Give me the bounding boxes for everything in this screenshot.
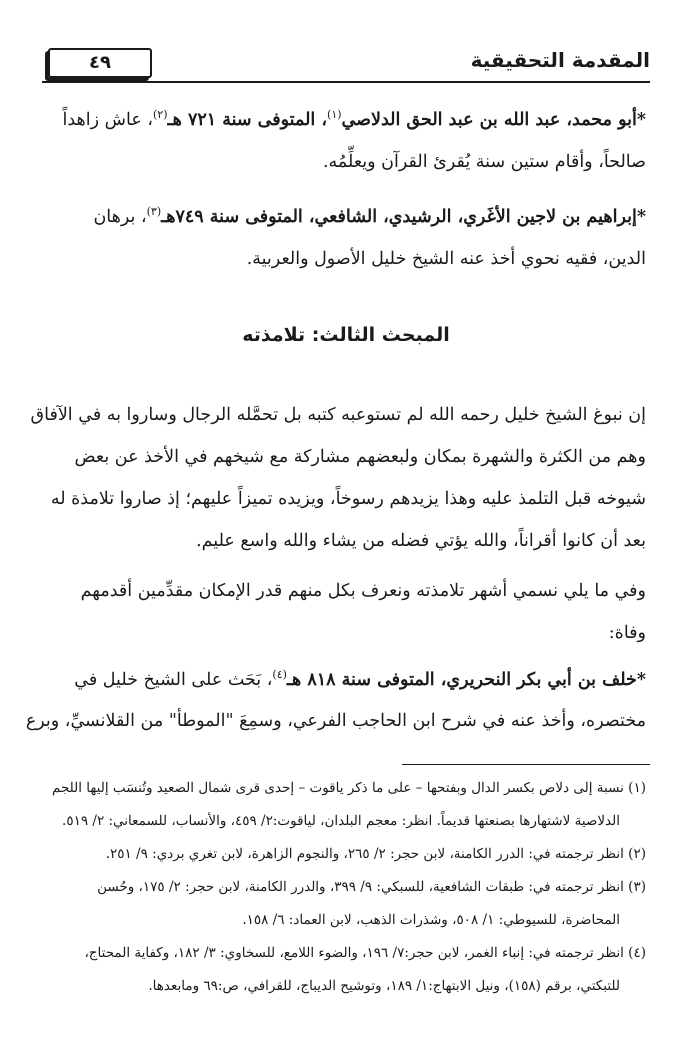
death-date: ، المتوفى سنة ٧٢١ هـ bbox=[167, 109, 328, 130]
paragraph-intro-students bbox=[30, 394, 646, 562]
paragraph-listing-intro bbox=[46, 570, 646, 654]
text-line: إن نبوغ الشيخ خليل رحمه الله لم تستوعبه كتبه بل تحمَّله الرجال وساروا به في الآفاق bbox=[30, 404, 646, 425]
section-heading: المبحث الثالث: تلامذته bbox=[242, 323, 450, 346]
running-title: المقدمة التحقيقية bbox=[470, 48, 650, 72]
spacer bbox=[46, 183, 646, 191]
footnote-divider bbox=[402, 764, 650, 765]
text-line: وفي ما يلي نسمي أشهر تلامذته ونعرف بكل منهم قدر الإمكان مقدِّمين أقدمهم bbox=[80, 580, 646, 601]
footnote-line: للتبكتي، برقم (١٥٨)، ونيل الابتهاج:١/ ١٨٩، وتوشيح الديباج، للقرافي، ص:٦٩ ومابعدها. bbox=[148, 978, 620, 994]
footnote-1 bbox=[46, 772, 646, 838]
page-header bbox=[42, 48, 650, 80]
teacher-name: *أبو محمد، عبد الله بن عبد الحق الدلاصي bbox=[341, 109, 646, 130]
text-line: شيوخه قبل التلمذ عليه وهذا يزيدهم رسوخاً، ويزيده تميزاً عليهم؛ إذ صاروا تلامذة له bbox=[50, 488, 646, 509]
text-line bbox=[46, 654, 646, 701]
header-divider bbox=[42, 81, 650, 83]
text-run: ، بَحَث على الشيخ خليل في bbox=[74, 669, 273, 690]
text-line: مختصره، وأخذ عنه في شرح ابن الحاجب الفرعي، وسمِعَ "الموطأ" من القلانسيِّ، وبرع bbox=[25, 711, 646, 732]
text-run: ، عاش زاهداً bbox=[62, 109, 153, 130]
footnote-ref: (٢) bbox=[153, 108, 168, 121]
teacher-name: *إبراهيم بن لاجين الأغَري، الرشيدي، الشافعي، المتوفى سنة ٧٤٩هـ bbox=[161, 206, 646, 227]
paragraph-student-nahriri bbox=[25, 654, 646, 743]
student-name: *خلف بن أبي بكر النحريري، المتوفى سنة ٨١٨ هـ bbox=[286, 669, 646, 690]
text-line bbox=[46, 94, 646, 141]
main-text bbox=[25, 94, 646, 742]
paragraph-teacher-dalasi bbox=[46, 94, 646, 183]
text-line: صالحاً، وأقام ستين سنة يُقرئ القرآن ويعلِّمُه. bbox=[322, 151, 646, 172]
text-line: وهم من الكثرة والشهرة بمكان ولبعضهم مشاركة مع شيخهم في الأخذ عن بعض bbox=[74, 446, 646, 467]
page-number: ٤٩ bbox=[48, 48, 152, 78]
text-line: الدين، فقيه نحوي أخذ عنه الشيخ خليل الأصول والعربية. bbox=[246, 248, 646, 269]
text-line: بعد أن كانوا أقراناً، والله يؤتي فضله من يشاء والله واسع عليم. bbox=[196, 530, 646, 551]
footnote-ref: (٣) bbox=[146, 204, 162, 218]
text-run: ، برهان bbox=[93, 206, 147, 227]
footnotes bbox=[46, 772, 646, 1003]
footnote-line: المحاضرة، للسيوطي: ١/ ٥٠٨، وشذرات الذهب، لابن العماد: ٦/ ١٥٨. bbox=[242, 912, 620, 928]
footnote-line: (٤) انظر ترجمته في: إنباء الغمر، لابن حجر:٧/ ١٩٦، والضوء اللامع، للسخاوي: ٣/ ١٨٢، وكفاية المحتاج، bbox=[84, 945, 646, 961]
footnote-line: الدلاصية لاشتهارها بصنعتها قديماً. انظر: معجم البلدان، لياقوت:٢/ ٤٥٩، والأنساب، للسمعاني: ٢/ ٥١٩. bbox=[62, 813, 620, 829]
text-line: وفاة: bbox=[608, 622, 646, 643]
footnote-3 bbox=[46, 871, 646, 937]
paragraph-teacher-lajin bbox=[46, 191, 646, 280]
text-line bbox=[46, 191, 646, 238]
footnote-line: (٣) انظر ترجمته في: طبقات الشافعية، للسبكي: ٩/ ٣٩٩، والدرر الكامنة، لابن حجر: ٢/ ١٧٥، وحُسن bbox=[97, 879, 646, 895]
spacer bbox=[46, 562, 646, 570]
footnote-ref: (٤) bbox=[272, 667, 287, 681]
footnote-4 bbox=[46, 937, 646, 1003]
footnote-2 bbox=[46, 838, 646, 871]
footnote-ref: (١) bbox=[327, 108, 342, 121]
footnote-line: (١) نسبة إلى دلاص بكسر الدال وبفتحها – على ما ذكر ياقوت – إحدى قرى شمال الصعيد وتُنسَب إليها اللجم bbox=[51, 780, 646, 796]
footnote-line: (٢) انظر ترجمته في: الدرر الكامنة، لابن حجر: ٢/ ٢٦٥، والنجوم الزاهرة، لابن تغري بردي: ٩/ ٢٥١. bbox=[105, 846, 646, 862]
